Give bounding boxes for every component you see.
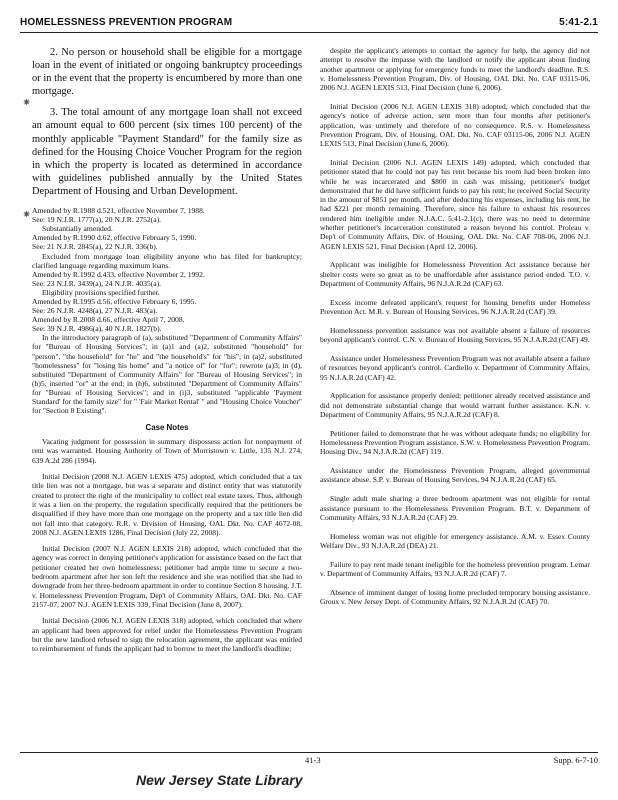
history-line: In the introductory paragraph of (a), substituted "Department of Community Affairs" for "Bureau of Housing Services"; in (a)1 and (a)2, substituted "household" for "person", "the household" for "he" and "the household's" for "his"; in (a)2, substituted "homelessness" for "losing his home" and "a notice of" for "for"; rewrote (a)3; in (d), substituted "Department of Community Affairs" for "Bureau of Housing Services"; in (h)5, inserted "or" at the end; in (h)6, substituted "Department of Community Affairs" for "Bureau of Housing Services"; and in (i)3, substituted "applicable 'Payment Standard' for the family size" for " 'Fair Market Rental' " and "Housing Choice Voucher" for "Section 8 Existing".	[32, 333, 302, 416]
page-number: 41-3	[305, 755, 321, 765]
case-note: Application for assistance properly denied; petitioner already received assistance and did not demonstrate substantial change that would warrant further assistance. K.N. v. Department of Community Affairs, 95 N.J.A.R.2d (CAF) 8.	[320, 391, 590, 419]
rule-text	[32, 46, 302, 198]
header-title: HOMELESSNESS PREVENTION PROGRAM	[20, 17, 233, 28]
case-note: Initial Decision (2006 N.J. AGEN LEXIS 149) adopted, which concluded that petitioner stated that he could not pay his rent because his room had been broken into while he was incarcerated and $800 in cash was missing, petitioner's budget demonstrated that he did have sufficient funds to pay his rent; he received Social Security in the amount of $851 per month, and after deducting his expenses, including his rent, he had $221 per month remaining. Therefore, since his failure to exhaust his resources rendered him ineligible under N.J.A.C. 5:41-2.1(c), there was no need to determine whether petitioner's incarceration constituted a reason beyond his control. Proleau v. Dep't of Community Affairs, Div. of Housing, OAL Dkt. No. CAF 708-06, 2006 N.J. AGEN LEXIS 521, Final Decision (April 12, 2006).	[320, 157, 590, 251]
history-line: See: 23 N.J.R. 3439(a), 24 N.J.R. 4035(a).	[32, 278, 162, 288]
library-stamp: New Jersey State Library	[136, 772, 303, 788]
history-line: See: 39 N.J.R. 4986(a), 40 N.J.R. 1827(b).	[32, 324, 162, 334]
case-note: Excess income defeated applicant's request for housing benefits under Homeless Prevention Act. M.R. v. Bureau of Housing Services, 96 N.J.A.R.2d (CAF) 39.	[320, 297, 590, 317]
history-line: Amended by R.1992 d.433, effective November 2, 1992.	[32, 269, 205, 279]
case-note: Single adult male sharing a three bedroom apartment was not eligible for rental assistance pursuant to the Homelessness Prevention Program. B.T. v. Department of Community Affairs, 93 N.J.A.R.2d (CAF) 29.	[320, 494, 590, 522]
case-note: Applicant was ineligible for Homelessness Prevention Act assistance because her shelter costs were so great as to be unaffordable after assistance period ended. T.O. v. Department of Community Affairs, 96 N.J.A.R.2d (CAF) 63.	[320, 260, 590, 289]
case-note: Vacating judgment for possession in summary dispossess action for nonpayment of rent was warranted. Housing Authority of Town of Morristown v. Little, 135 N.J. 274, 639 A.2d 286 (1994).	[32, 437, 302, 465]
case-note: Initial Decision (2008 N.J. AGEN LEXIS 475) adopted, which concluded that a tax title lien was not a mortgage, but was a separate and distinct entity that was statutorily created to protect the right of the municipality to collect real estate taxes. Thus, although it was a lien on the property, the regulation specifically required that the petitioners be disqualified if they have more than one mortgage on the property and a tax title lien did not fall into that category. R.R. v. Division of Housing, OAL Dkt. No. CAF 4672-08, 2008 N.J. AGEN LEXIS 1286, Final Decision (July 22, 2008).	[32, 472, 302, 537]
case-notes-left	[32, 437, 302, 653]
history-line: Eligibility provisions specified further.	[42, 287, 160, 297]
header-section: 5:41-2.1	[559, 17, 598, 28]
history-line: Amended by R.2008 d.66, effective April 7, 2008.	[32, 315, 185, 325]
history-line: See: 19 N.J.R. 1777(a), 20 N.J.R. 2752(a).	[32, 215, 162, 225]
history-line: Amended by R.1988 d.521, effective November 7, 1988.	[32, 206, 205, 216]
history-line: Amended by R.1990 d.62, effective February 5, 1990.	[32, 233, 197, 243]
case-note: Homeless woman was not eligible for emergency assistance. A.M. v. Essex County Welfare Div., 93 N.J.A.R.2d (DEA) 21.	[320, 531, 590, 550]
running-header	[20, 14, 598, 33]
history-line: See: 21 N.J.R. 2845(a), 22 N.J.R. 336(b).	[32, 242, 158, 252]
case-note: Initial Decision (2007 N.J. AGEN LEXIS 218) adopted, which concluded that the agency was correct in denying petitioner's application for assistance based on the fact that petitioner created her own homelessness; petitioner had ample time to secure a two-bedroom apartment after her son left the residence and she was notified that she had to downgrade from her three-bedroom apartment in order to continue Section 8 housing. J.T. v. Homelessness Prevention Program, Dep't of Community Affairs, OAL Dkt. No. CAF 2157-07, 2007 N.J. AGEN LEXIS 339, Final Decision (June 8, 2007).	[32, 544, 302, 609]
margin-mark: ⁕	[22, 97, 32, 109]
case-note: Absence of imminent danger of losing home precluded temporary housing assistance. Groux v. New Jersey Dept. of Community Affairs, 92 N.J.A.R.2d (CAF) 70.	[320, 587, 590, 607]
margin-mark: ⁕	[22, 209, 32, 221]
case-note: Initial Decision (2006 N.J. AGEN LEXIS 318) adopted, which concluded that where an applicant had been approved for relief under the Homelessness Prevention Program but the new landlord refused to sign the relocation agreement, the applicant was entitled to reimbursement of funds the applicant had to borrow to meet the landlord's deadline;	[32, 616, 302, 654]
case-note: Petitioner failed to demonstrate that he was without adequate funds; no eligibility for Homelessness Prevention Program assistance. S.W. v. Homelessness Prevention Program, Housing Div., 94 N.J.A.R.2d (CAF) 119.	[320, 428, 590, 457]
amendment-history	[32, 206, 302, 415]
case-note: Failure to pay rent made tenant ineligible for the homeless prevention program. Lemar v. Department of Community Affairs, 93 N.J.A.R.2d (CAF) 7.	[320, 559, 590, 579]
case-note: despite the applicant's attempts to contact the agency for help, the agency did not attempt to resolve the impasse with the landlord or notify the applicant about finding another apartment or applying for emergency funds to meet the landlord's deadline. R.S. v. Homelessness Prevention Program, Div. of Housing, OAL Dkt. No. CAF 03115-06, 2006 N.J. AGEN LEXIS 513, Final Decision (June 6, 2006).	[320, 46, 590, 93]
rule-paragraph: 3. The total amount of any mortgage loan shall not exceed an amount equal to 600 percent (six times 100 percent) of the monthly applicable "Payment Standard" for the family size as defined for the Housing Choice Voucher Program for the region in which the property is located as determined in accordance with guidelines published annually by the United States Department of Housing and Urban Development.	[32, 107, 302, 197]
page-footer	[20, 752, 598, 769]
history-line: Excluded from mortgage loan eligibility anyone who has filed for bankruptcy; clarified language regarding maximum loans.	[32, 251, 302, 270]
case-notes-right	[320, 46, 590, 616]
history-line: Amended by R.1995 d.56, effective February 6, 1995.	[32, 296, 197, 306]
case-note: Initial Decision (2006 N.J. AGEN LEXIS 318) adopted, which concluded that the agency's notice of adverse action, sent more than four months after petitioner's application, was untimely and therefore of no consequence. R.S. v. Homelessness Prevention Program, Div. of Housing, OAL Dkt. No. CAF 03115-06, 2006 N.J. AGEN LEXIS 513, Final Decision (June 6, 2006).	[320, 101, 590, 149]
supplement-date: Supp. 6-7-10	[553, 755, 598, 765]
case-note: Homelessness prevention assistance was not available absent a failure of resources beyond applicant's control. C.N. v. Bureau of Housing Services, 95 N.J.A.R.2d (CAF) 49.	[320, 325, 590, 345]
history-line: Substantially amended.	[42, 224, 113, 234]
case-note: Assistance under Homelessness Prevention Program was not available absent a failure of resources beyond applicant's control. Cardiello v. Department of Community Affairs, 95 N.J.A.R.2d (CAF) 42.	[320, 354, 590, 382]
case-note: Assistance under the Homelessness Prevention Program, alleged governmental assistance abuse. S.P. v. Bureau of Housing Services, 94 N.J.A.R.2d (CAF) 65.	[320, 466, 590, 485]
left-column	[32, 46, 302, 660]
case-notes-heading: Case Notes	[145, 423, 189, 433]
history-line: See: 26 N.J.R. 4248(a), 27 N.J.R. 483(a).	[32, 306, 158, 316]
rule-paragraph: 2. No person or household shall be eligible for a mortgage loan in the event of initiated or ongoing bankruptcy proceedings or in the event that the property is encumbered by more than one mortgage.	[32, 47, 302, 98]
